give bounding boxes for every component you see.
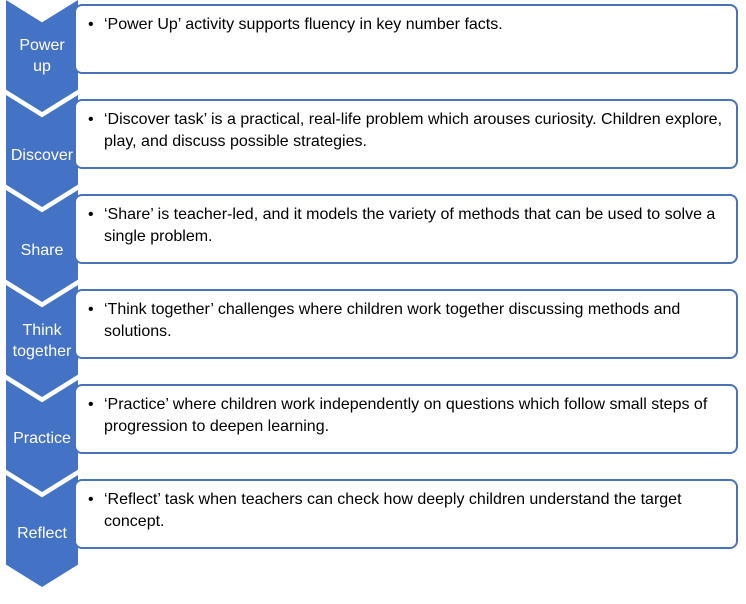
step-label-line: up xyxy=(33,58,51,75)
step-description: ‘Reflect’ task when teachers can check how deeply children understand the target concept. xyxy=(104,491,682,530)
bullet-icon: • xyxy=(88,206,94,223)
step-label-line: Think xyxy=(22,322,62,339)
step-description-box xyxy=(74,289,738,359)
step-description: ‘Think together’ challenges where children work together discussing methods and solutions. xyxy=(104,301,681,340)
step-description-box xyxy=(74,99,738,169)
step-description: ‘Power Up’ activity supports fluency in key number facts. xyxy=(104,16,503,33)
bullet-icon: • xyxy=(88,396,94,413)
step-description: ‘Share’ is teacher-led, and it models the variety of methods that can be used to solve a single problem. xyxy=(104,206,716,245)
step-label xyxy=(0,428,84,449)
step-description-box xyxy=(74,194,738,264)
bullet-icon: • xyxy=(88,111,94,128)
step-label-line: Power xyxy=(19,37,65,54)
step-label-line: Share xyxy=(20,242,64,259)
step-description: ‘Practice’ where children work independently on questions which follow small steps of progression to deepen learning. xyxy=(104,396,708,435)
step-description: ‘Discover task’ is a practical, real-life problem which arouses curiosity. Children explore, play, and discuss possible strategies. xyxy=(104,111,723,150)
step-label xyxy=(0,240,84,261)
step-description-box xyxy=(74,4,738,74)
step-label xyxy=(0,320,84,362)
step-label xyxy=(0,35,84,77)
bullet-icon: • xyxy=(88,301,94,318)
step-label xyxy=(0,145,84,166)
step-label-line: Reflect xyxy=(17,525,67,542)
step-label-line: together xyxy=(12,343,72,360)
step-label-line: Discover xyxy=(10,147,74,164)
step-description-box xyxy=(74,384,738,454)
step-reflect xyxy=(0,475,746,587)
bullet-icon: • xyxy=(88,16,94,33)
bullet-icon: • xyxy=(88,491,94,508)
step-description-box xyxy=(74,479,738,549)
step-label-line: Practice xyxy=(13,430,71,447)
step-label xyxy=(0,523,84,544)
